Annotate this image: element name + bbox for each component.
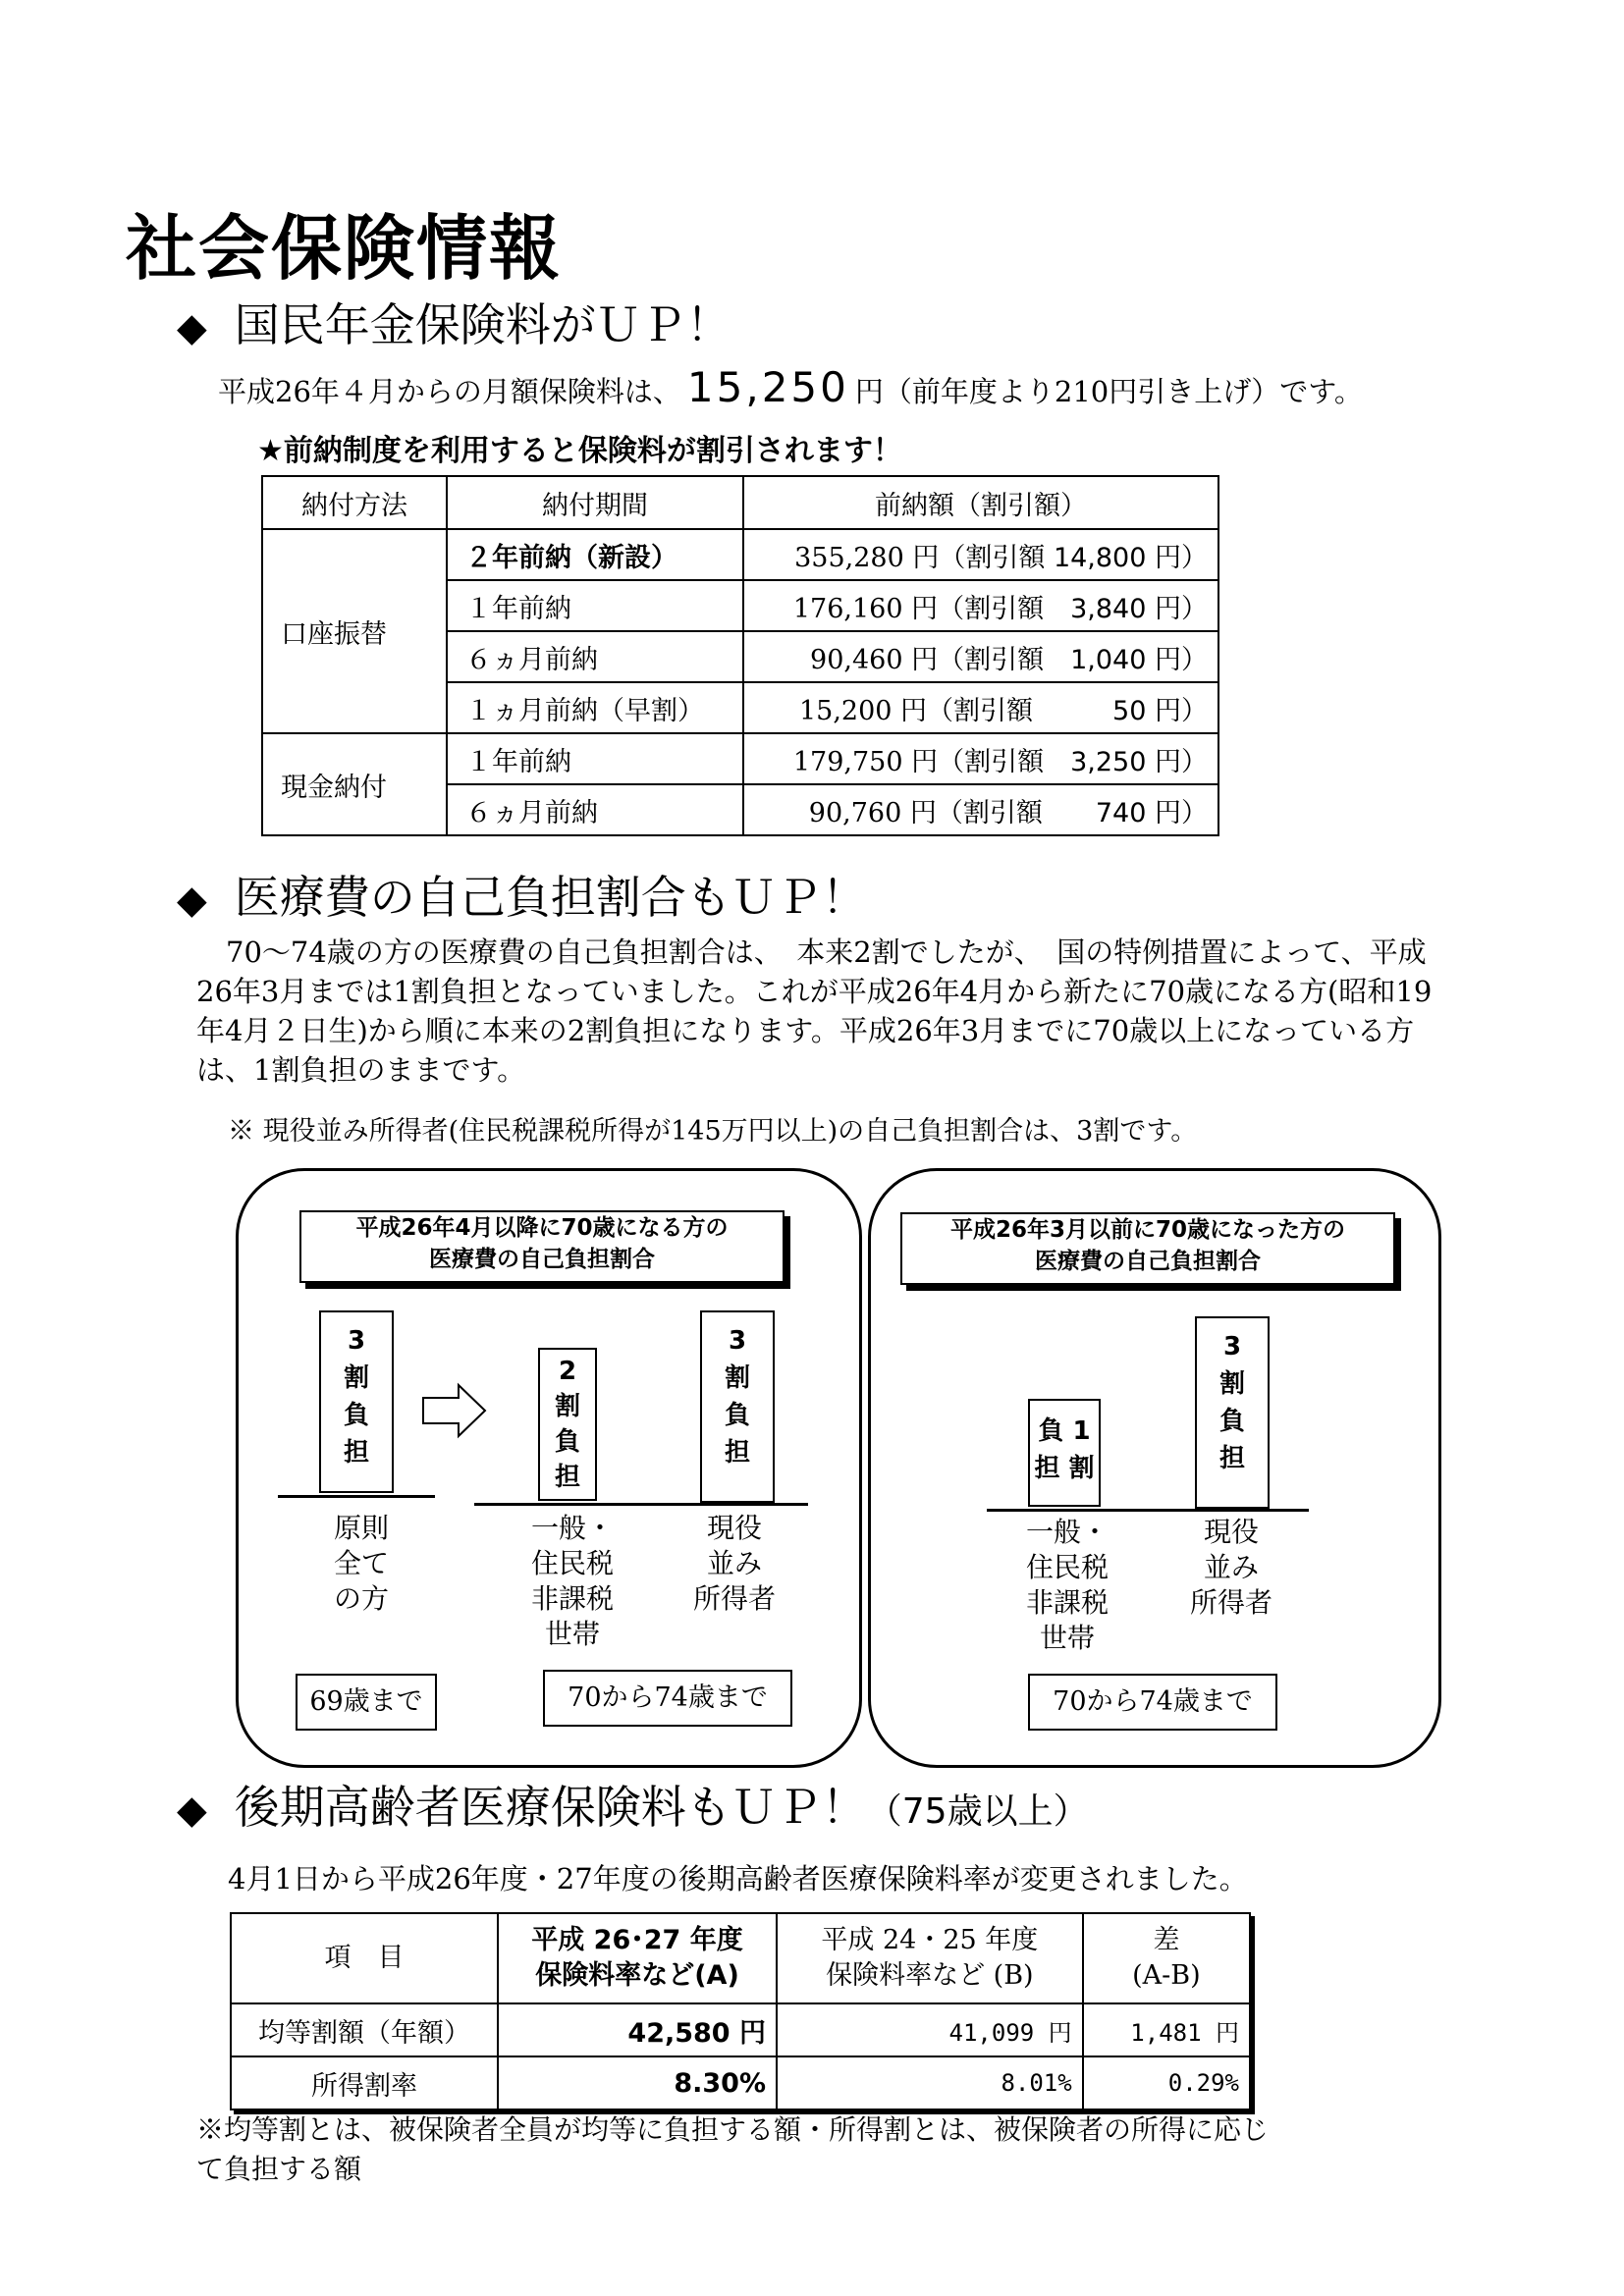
method-cell: 口座振替 [262,529,447,733]
baseline [474,1503,808,1506]
period-cell: １ヵ月前納（早割） [447,682,743,733]
amount-value: 90,760 [808,797,902,828]
header-a-line2: 保険料率など(A) [535,1960,739,1991]
table-row [262,733,1218,784]
income-note: ※ 現役並み所得者(住民税課税所得が145万円以上)の自己負担割合は、3割です。 [228,1116,1198,1147]
pension-intro-tail: 円（前年度より210円引き上げ）です。 [854,375,1363,408]
table-row [262,529,1218,580]
footnote: ※均等割とは、被保険者全員が均等に負担する額・所得割とは、被保険者の所得に応じて負担する額 [196,2113,1270,2185]
amount-cell [743,784,1218,835]
table-header-row [262,476,1218,529]
medical-paragraph: 70～74歳の方の医療費の自己負担割合は、 本来2割でしたが、 国の特例措置によって、平成26年3月までは1割負担となっていました。これが平成26年4月から新たに70歳になる方(昭和19年4月２日生)から順に本来の2割負担になります。平成26年3月までに70歳以上になっている方は、1割負担のままです。 [196,935,1433,1087]
amount-unit: 円 [911,746,939,777]
period-cell: ２年前納（新設） [447,529,743,580]
elderly-rate-table [230,1912,1251,2110]
label-all: 原則 全て の方 [333,1512,389,1615]
prepayment-table [261,475,1219,836]
col-3-wari-b: 3 割 負 担 [1195,1316,1270,1509]
header-diff [1083,1913,1250,2003]
right-arrow-icon [421,1382,488,1439]
header-diff-line2: (A-B) [1132,1960,1201,1991]
amount-unit: 円 [909,797,937,828]
item-cell: 所得割率 [231,2056,498,2109]
panel-a-title [299,1210,785,1283]
amount-value: 179,750 [792,746,903,777]
panel-after-april [236,1168,862,1768]
period-cell: ６ヵ月前納 [447,784,743,835]
age-box-70-74: 70から74歳まで [1028,1674,1277,1731]
table-row [231,2003,1250,2056]
amount-value: 90,460 [810,644,903,675]
baseline [987,1509,1309,1512]
panel-before-march [868,1168,1441,1768]
section-elderly-heading [177,1772,1089,1837]
value-b-cell: 8.01% [777,2056,1083,2109]
header-diff-line1: 差 [1153,1925,1180,1955]
panel-a-title-line1: 平成26年4月以降に70歳になる方の [355,1215,729,1241]
label-active-income: 現役 並み 所得者 [692,1512,776,1615]
section-pension-heading [177,290,731,354]
amount-value: 355,280 [794,542,904,573]
method-cell: 現金納付 [262,733,447,835]
label-general: 一般・ 住民税 非課税 世帯 [530,1512,614,1650]
item-cell: 均等割額（年額） [231,2003,498,2056]
amount-cell [743,631,1218,682]
amount-value: 176,160 [792,593,903,624]
discount-value: （割引額 1,040 円） [938,644,1208,675]
col-2-wari: 2 割 負 担 [538,1348,597,1501]
pension-monthly-amount: 15,250 [686,363,849,411]
panel-b-title [900,1212,1395,1285]
panel-a-title-line2: 医療費の自己負担割合 [429,1247,655,1272]
section-medical-title: 医療費の自己負担割合もＵＰ！ [234,871,867,924]
table-header-row [231,1913,1250,2003]
panel-b-title-line1: 平成26年3月以前に70歳になった方の [949,1217,1346,1243]
label-general: 一般・ 住民税 非課税 世帯 [1025,1516,1109,1654]
discount-value: （割引額 3,250 円） [938,746,1208,777]
age-box-70-74: 70から74歳まで [543,1670,792,1727]
period-cell: １年前納 [447,733,743,784]
header-a-line1: 平成 26･27 年度 [531,1925,743,1955]
panel-b-title-line2: 医療費の自己負担割合 [1035,1249,1261,1274]
amount-value: 15,200 [798,695,893,726]
prepay-note: ★前納制度を利用すると保険料が割引されます！ [257,434,902,468]
discount-value: （割引額 740 円） [936,797,1208,828]
value-diff-cell: 1,481 円 [1083,2003,1250,2056]
header-b-line2: 保険料率など (B) [826,1960,1034,1991]
section-elderly-subtitle: （75歳以上） [866,1791,1089,1832]
value-diff-cell: 0.29% [1083,2056,1250,2109]
diamond-bullet-icon: ◆ [177,1788,207,1833]
diamond-bullet-icon: ◆ [177,305,207,350]
header-method: 納付方法 [262,476,447,529]
label-active-income: 現役 並み 所得者 [1189,1516,1272,1619]
period-cell: ６ヵ月前納 [447,631,743,682]
amount-unit: 円 [900,695,928,726]
header-b [777,1913,1083,2003]
page-title: 社会保険情報 [126,207,563,290]
section-pension-title: 国民年金保険料がＵＰ！ [234,298,731,351]
amount-unit: 円 [911,644,939,675]
elderly-intro: 4月1日から平成26年度・27年度の後期高齢者医療保険料率が変更されました。 [228,1862,1248,1896]
header-amount: 前納額（割引額） [743,476,1218,529]
discount-value: （割引額 14,800 円） [939,542,1208,573]
discount-value: （割引額 3,840 円） [938,593,1208,624]
discount-value: （割引額 50 円） [927,695,1208,726]
value-a-cell: 42,580 円 [498,2003,777,2056]
value-b-cell: 41,099 円 [777,2003,1083,2056]
section-medical-heading [177,862,867,927]
pension-intro [218,363,1363,411]
header-item: 項 目 [231,1913,498,2003]
col-3-wari-a1: 3 割 負 担 [319,1310,394,1493]
amount-unit: 円 [912,542,940,573]
amount-cell [743,529,1218,580]
header-a [498,1913,777,2003]
amount-cell [743,682,1218,733]
amount-cell [743,580,1218,631]
period-cell: １年前納 [447,580,743,631]
table-row [231,2056,1250,2109]
amount-unit: 円 [911,593,939,624]
age-box-69: 69歳まで [296,1674,437,1731]
col-3-wari-a2: 3 割 負 担 [700,1310,775,1503]
col-1-wari: 負 1 担 割 [1028,1399,1101,1507]
diamond-bullet-icon: ◆ [177,878,207,923]
value-a-cell: 8.30% [498,2056,777,2109]
amount-cell [743,733,1218,784]
section-elderly-title: 後期高齢者医療保険料もＵＰ！ [234,1781,867,1834]
header-b-line1: 平成 24・25 年度 [821,1925,1039,1955]
header-period: 納付期間 [447,476,743,529]
pension-intro-text: 平成26年４月からの月額保険料は、 [218,375,681,408]
baseline [278,1495,435,1498]
